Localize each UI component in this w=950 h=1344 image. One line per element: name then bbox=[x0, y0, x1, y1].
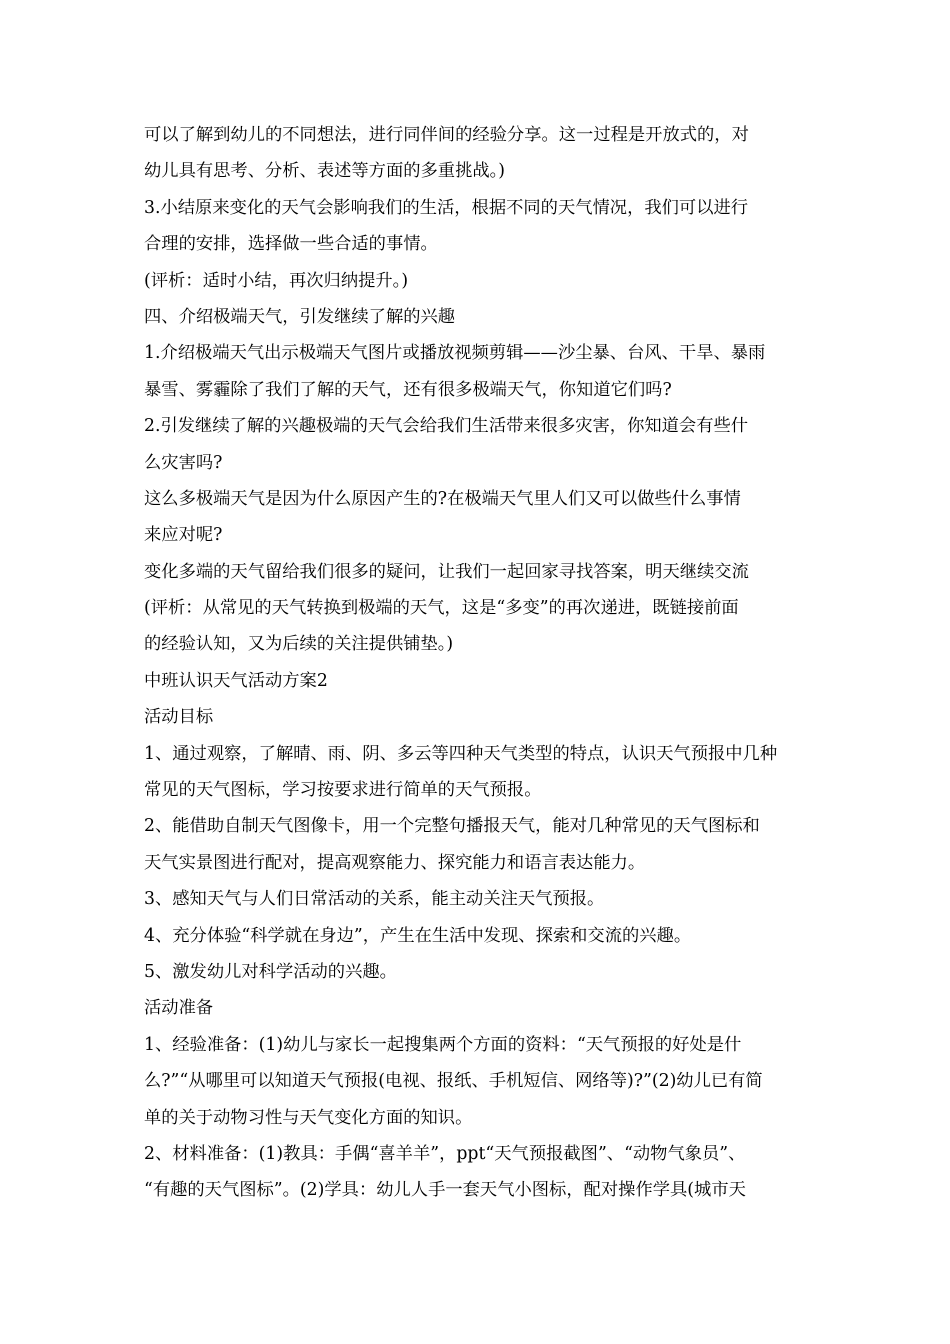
section-heading: 活动准备 bbox=[144, 998, 214, 1019]
text-line: 3.小结原来变化的天气会影响我们的生活，根据不同的天气情况，我们可以进行 bbox=[144, 197, 749, 218]
document-body bbox=[144, 117, 810, 1209]
text-line: 4、充分体验“科学就在身边”，产生在生活中发现、探索和交流的兴趣。 bbox=[144, 925, 692, 946]
text-line: 1、通过观察，了解晴、雨、阴、多云等四种天气类型的特点，认识天气预报中几种 bbox=[144, 743, 778, 764]
text-line: (评析：从常见的天气转换到极端的天气，这是“多变”的再次递进，既链接前面 bbox=[144, 598, 739, 619]
text-line: 5、激发幼儿对科学活动的兴趣。 bbox=[144, 961, 397, 982]
text-line: 变化多端的天气留给我们很多的疑问，让我们一起回家寻找答案，明天继续交流 bbox=[144, 561, 749, 582]
document-title: 中班认识天气活动方案2 bbox=[144, 670, 328, 691]
text-line: 2.引发继续了解的兴趣极端的天气会给我们生活带来很多灾害，你知道会有些什 bbox=[144, 416, 749, 437]
text-line: 的经验认知，又为后续的关注提供铺垫。) bbox=[144, 634, 454, 655]
text-line: 2、材料准备：(1)教具：手偶“喜羊羊”，ppt“天气预报截图”、“动物气象员”、 bbox=[144, 1143, 746, 1164]
text-line: 来应对呢? bbox=[144, 525, 223, 546]
text-line: 常见的天气图标，学习按要求进行简单的天气预报。 bbox=[144, 780, 542, 801]
text-line: 3、感知天气与人们日常活动的关系，能主动关注天气预报。 bbox=[144, 889, 605, 910]
text-line: 2、能借助自制天气图像卡，用一个完整句播报天气，能对几种常见的天气图标和 bbox=[144, 816, 760, 837]
text-line: 单的关于动物习性与天气变化方面的知识。 bbox=[144, 1107, 473, 1128]
text-line: 合理的安排，选择做一些合适的事情。 bbox=[144, 234, 438, 255]
section-heading: 活动目标 bbox=[144, 707, 214, 728]
text-line: 1、经验准备：(1)幼儿与家长一起搜集两个方面的资料：“天气预报的好处是什 bbox=[144, 1034, 742, 1055]
text-line: 么灾害吗? bbox=[144, 452, 223, 473]
text-line: 么?”“从哪里可以知道天气预报(电视、报纸、手机短信、网络等)?”(2)幼儿已有简 bbox=[144, 1071, 763, 1092]
text-line: “有趣的天气图标”。(2)学具：幼儿人手一套天气小图标，配对操作学具(城市天 bbox=[144, 1180, 746, 1201]
section-heading: 四、介绍极端天气，引发继续了解的兴趣 bbox=[144, 306, 456, 327]
text-line: 暴雪、雾霾除了我们了解的天气，还有很多极端天气，你知道它们吗? bbox=[144, 379, 672, 400]
text-line: 幼儿具有思考、分析、表述等方面的多重挑战。) bbox=[144, 161, 506, 182]
text-line: 这么多极端天气是因为什么原因产生的?在极端天气里人们又可以做些什么事情 bbox=[144, 488, 741, 509]
text-line: 可以了解到幼儿的不同想法，进行同伴间的经验分享。这一过程是开放式的，对 bbox=[144, 125, 749, 145]
text-line: (评析：适时小结，再次归纳提升。) bbox=[144, 270, 409, 291]
text-line: 天气实景图进行配对，提高观察能力、探究能力和语言表达能力。 bbox=[144, 852, 646, 873]
text-line: 1.介绍极端天气出示极端天气图片或播放视频剪辑——沙尘暴、台风、干旱、暴雨 bbox=[144, 343, 766, 364]
